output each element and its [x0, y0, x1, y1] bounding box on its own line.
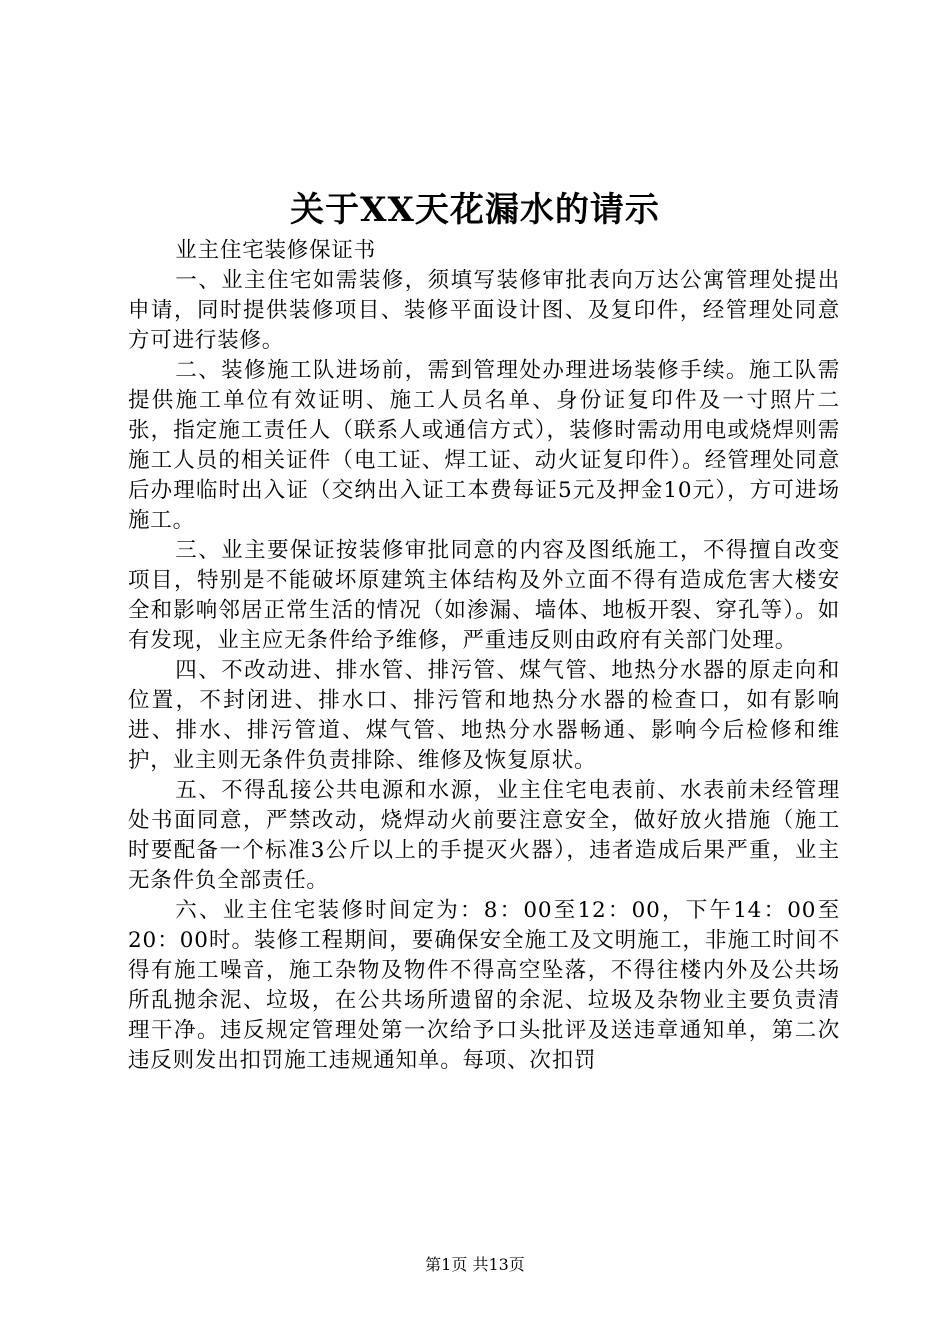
page-number-footer: 第1页 共13页 — [425, 1255, 525, 1274]
paragraph-5: 五、不得乱接公共电源和水源，业主住宅电表前、水表前未经管理处书面同意，严禁改动，烧焊动火前要注意安全，做好放火措施（施工时要配备一个标准3公斤以上的手提灭火器），违者造成后果严重，业主无条件负全部责任。 — [128, 778, 840, 893]
paragraph-4: 四、不改动进、排水管、排污管、煤气管、地热分水器的原走向和位置，不封闭进、排水口、排污管和地热分水器的检查口，如有影响进、排水、排污管道、煤气管、地热分水器畅通、影响今后检修和维护，业主则无条件负责排除、维修及恢复原状。 — [128, 658, 840, 773]
paragraph-3: 三、业主要保证按装修审批同意的内容及图纸施工，不得擅自改变项目，特别是不能破坏原建筑主体结构及外立面不得有造成危害大楼安全和影响邻居正常生活的情况（如渗漏、墙体、地板开裂、穿孔等）。如有发现，业主应无条件给予维修，严重违反则由政府有关部门处理。 — [128, 538, 840, 653]
paragraph-2: 二、装修施工队进场前，需到管理处办理进场装修手续。施工队需提供施工单位有效证明、施工人员名单、身份证复印件及一寸照片二张，指定施工责任人（联系人或通信方式），装修时需动用电或烧焊则需施工人员的相关证件（电工证、焊工证、动火证复印件）。经管理处同意后办理临时出入证（交纳出入证工本费每证5元及押金10元），方可进场施工。 — [128, 358, 840, 533]
document-body — [128, 236, 840, 1076]
document-title: 关于XX天花漏水的请示 — [290, 190, 660, 230]
paragraph-6: 六、业主住宅装修时间定为：8：00至12：00，下午14：00至20：00时。装修工程期间，要确保安全施工及文明施工，非施工时间不得有施工噪音，施工杂物及物件不得高空坠落，不得往楼内外及公共场所乱抛余泥、垃圾，在公共场所遗留的余泥、垃圾及杂物业主要负责清理干净。违反规定管理处第一次给予口头批评及送违章通知单，第二次违反则发出扣罚施工违规通知单。每项、次扣罚 — [128, 898, 840, 1073]
paragraph-heading: 业主住宅装修保证书 — [175, 238, 376, 263]
paragraph-1: 一、业主住宅如需装修，须填写装修审批表向万达公寓管理处提出申请，同时提供装修项目、装修平面设计图、及复印件，经管理处同意方可进行装修。 — [128, 268, 840, 353]
